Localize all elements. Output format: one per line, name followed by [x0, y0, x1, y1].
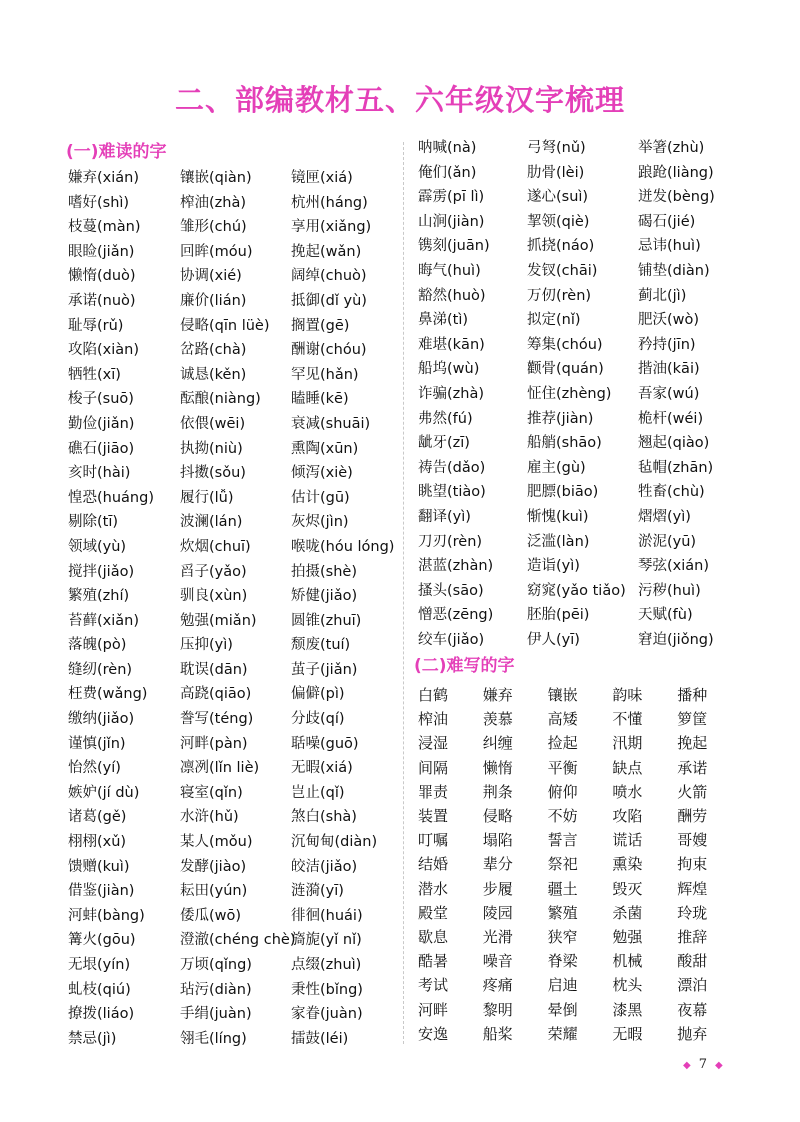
- writing-word: 酸甜: [677, 952, 708, 971]
- reading-column-2: [180, 166, 295, 1051]
- writing-word: 酬劳: [677, 807, 708, 826]
- reading-entry: 无暇(xiá): [291, 760, 353, 777]
- reading-entry: 挈领(qiè): [527, 213, 590, 230]
- reading-entry: 搁置(gē): [291, 317, 350, 334]
- reading-entry: 桅杆(wéi): [638, 410, 704, 427]
- writing-word: 熏染: [612, 855, 643, 874]
- reading-entry: 领域(yù): [68, 538, 127, 555]
- diamond-ornament-left: ◆: [683, 1060, 691, 1071]
- reading-entry: 玷污(diàn): [180, 981, 252, 998]
- writing-word: 考试: [418, 976, 449, 995]
- writing-word: 叮嘱: [418, 831, 449, 850]
- writing-word: 光滑: [482, 928, 513, 947]
- reading-entry: 河畔(pàn): [180, 735, 248, 752]
- hard-to-write-grid: [418, 683, 742, 1046]
- writing-word: 夜幕: [677, 1000, 708, 1019]
- reading-entry: 湛蓝(zhàn): [418, 558, 494, 575]
- reading-entry: 挽起(wǎn): [291, 243, 362, 260]
- reading-entry: 晦气(huì): [418, 262, 481, 279]
- writing-word: 杀菌: [612, 903, 643, 922]
- reading-entry: 攻陷(xiàn): [68, 342, 139, 359]
- reading-entry: 虬枝(qiú): [68, 981, 131, 998]
- reading-entry: 谨慎(jǐn): [68, 735, 126, 752]
- writing-word: 玲珑: [677, 903, 708, 922]
- reading-entry: 万顷(qǐng): [180, 957, 252, 973]
- reading-entry: 凛冽(lǐn liè): [180, 760, 260, 777]
- reading-entry: 肥沃(wò): [638, 312, 700, 329]
- reading-entry: 倾泻(xiè): [291, 465, 353, 482]
- writing-word: 荣耀: [547, 1024, 578, 1043]
- writing-word: 喷水: [612, 782, 643, 801]
- reading-entry: 毡帽(zhān): [638, 459, 714, 476]
- reading-entry: 矜持(jīn): [638, 336, 696, 353]
- reading-entry: 雇主(gù): [527, 459, 586, 476]
- reading-entry: 翻译(yì): [418, 508, 471, 525]
- writing-word: 汛期: [612, 734, 643, 753]
- writing-word: 誓言: [547, 831, 578, 850]
- writing-word: 捡起: [547, 734, 578, 753]
- writing-word: 枕头: [612, 976, 643, 995]
- column-divider: [403, 142, 404, 1044]
- writing-word: 播种: [677, 686, 708, 704]
- reading-entry: 镶嵌(qiàn): [180, 170, 252, 186]
- writing-word: 火箭: [677, 782, 708, 801]
- reading-entry: 迸发(bèng): [638, 189, 715, 206]
- reading-entry: 惭愧(kuì): [527, 508, 589, 525]
- reading-entry: 承诺(nuò): [68, 292, 136, 309]
- writing-word: 荆条: [482, 782, 513, 801]
- writing-word: 歇息: [418, 928, 449, 947]
- reading-entry: 牺牲(xī): [68, 366, 121, 383]
- writing-word: 白鹤: [418, 686, 449, 704]
- reading-entry: 镌刻(juān): [418, 238, 490, 255]
- writing-word: 黎明: [482, 1000, 513, 1019]
- reading-entry: 涟漪(yī): [291, 883, 344, 900]
- reading-entry: 享用(xiǎng): [291, 219, 372, 236]
- writing-word: 河畔: [418, 1000, 449, 1019]
- reading-entry: 枝蔓(màn): [68, 219, 141, 236]
- reading-entry: 踉跄(liàng): [638, 164, 714, 181]
- reading-entry: 缝纫(rèn): [68, 661, 133, 678]
- writing-word: 箩筐: [677, 710, 708, 729]
- writing-word: 挽起: [677, 734, 708, 753]
- writing-word: 间隔: [418, 758, 449, 777]
- writing-word: 启迪: [547, 976, 578, 995]
- writing-word: 漂泊: [677, 976, 708, 995]
- reading-entry: 祷告(dǎo): [418, 459, 486, 476]
- writing-word: 哥嫂: [677, 831, 708, 850]
- reading-entry: 污秽(huì): [638, 582, 701, 599]
- writing-word: 攻陷: [612, 807, 643, 826]
- reading-entry: 船艄(shāo): [527, 435, 602, 452]
- writing-word: 晕倒: [547, 1000, 578, 1019]
- reading-entry: 肥膘(biāo): [527, 484, 599, 501]
- reading-entry: 茧子(jiǎn): [291, 661, 358, 678]
- reading-entry: 岔路(chà): [180, 342, 247, 359]
- reading-entry: 镜匣(xiá): [291, 170, 353, 186]
- writing-word: 谎话: [612, 831, 643, 850]
- reading-entry: 熏陶(xūn): [291, 440, 359, 457]
- reading-entry: 圆锥(zhuī): [291, 612, 362, 629]
- reading-column-5: [527, 136, 626, 652]
- reading-entry: 杭州(háng): [291, 194, 368, 211]
- reading-entry: 依偎(wēi): [180, 415, 246, 432]
- writing-word: 懒惰: [482, 758, 513, 777]
- reading-entry: 窘迫(jiǒng): [638, 631, 714, 648]
- writing-word: 漆黑: [612, 1000, 643, 1019]
- writing-word: 脊梁: [547, 952, 578, 971]
- reading-entry: 波澜(lán): [180, 514, 243, 531]
- reading-entry: 弗然(fú): [418, 410, 473, 427]
- writing-word: 噪音: [482, 952, 513, 971]
- reading-entry: 翎毛(líng): [180, 1030, 247, 1047]
- reading-entry: 俺们(ǎn): [418, 164, 477, 181]
- reading-entry: 炊烟(chuī): [180, 538, 251, 555]
- reading-entry: 勉强(miǎn): [180, 612, 257, 629]
- reading-entry: 榨油(zhà): [180, 194, 247, 211]
- writing-word: 侵略: [482, 807, 513, 826]
- writing-word: 装置: [418, 807, 449, 826]
- reading-entry: 眼睑(jiǎn): [68, 243, 135, 260]
- reading-column-3: [291, 166, 394, 1051]
- reading-column-4: [418, 136, 493, 652]
- reading-entry: 寝室(qǐn): [180, 784, 243, 801]
- reading-entry: 发酵(jiào): [180, 858, 247, 875]
- reading-entry: 拟定(nǐ): [527, 312, 581, 329]
- reading-entry: 衰减(shuāi): [291, 415, 371, 432]
- reading-entry: 推荐(jiàn): [527, 410, 594, 427]
- reading-entry: 廉价(lián): [180, 292, 247, 309]
- reading-entry: 怔住(zhèng): [527, 385, 612, 402]
- reading-entry: 伊人(yī): [527, 631, 580, 648]
- reading-entry: 鼻涕(tì): [418, 312, 469, 329]
- reading-entry: 擂鼓(léi): [291, 1030, 349, 1047]
- writing-word: 高矮: [547, 710, 578, 729]
- reading-entry: 勤俭(jiǎn): [68, 415, 135, 432]
- writing-word: 镶嵌: [547, 686, 578, 704]
- reading-entry: 侵略(qīn lüè): [180, 317, 270, 334]
- reading-entry: 秉性(bǐng): [291, 981, 363, 998]
- reading-entry: 天赋(fù): [638, 607, 693, 624]
- writing-word: 步履: [482, 879, 513, 898]
- reading-entry: 点缀(zhuì): [291, 957, 362, 973]
- reading-entry: 耻辱(rǔ): [68, 317, 124, 334]
- writing-word: 疼痛: [482, 976, 513, 995]
- reading-entry: 抖擞(sǒu): [180, 465, 246, 482]
- reading-entry: 泛滥(làn): [527, 533, 590, 550]
- reading-entry: 豁然(huò): [418, 287, 486, 304]
- reading-entry: 诚恳(kěn): [180, 366, 247, 383]
- writing-word: 陵园: [482, 903, 513, 922]
- reading-entry: 亥时(hài): [68, 465, 131, 482]
- reading-entry: 篝火(gōu): [68, 932, 136, 949]
- reading-entry: 河蚌(bàng): [68, 907, 145, 924]
- reading-entry: 栩栩(xǔ): [68, 834, 127, 851]
- page-footer: [683, 1057, 723, 1072]
- reading-entry: 诈骗(zhà): [418, 385, 485, 402]
- reading-entry: 岂止(qǐ): [291, 784, 345, 801]
- reading-entry: 揩油(kāi): [638, 361, 700, 378]
- reading-entry: 聒噪(guō): [291, 735, 359, 752]
- reading-entry: 分歧(qí): [291, 711, 345, 728]
- reading-entry: 怡然(yí): [68, 760, 121, 777]
- reading-entry: 煞白(shà): [291, 809, 357, 826]
- reading-entry: 万仞(rèn): [527, 287, 592, 304]
- reading-entry: 搅拌(jiǎo): [68, 563, 135, 580]
- writing-word: 潜水: [418, 879, 449, 898]
- reading-entry: 枉费(wǎng): [68, 686, 148, 703]
- writing-word: 辈分: [482, 855, 513, 874]
- reading-entry: 山涧(jiàn): [418, 213, 485, 230]
- writing-word: 缺点: [612, 758, 643, 777]
- reading-entry: 难堪(kān): [418, 336, 485, 353]
- writing-word: 羡慕: [482, 710, 513, 729]
- reading-entry: 诸葛(gě): [68, 809, 127, 826]
- writing-word: 结婚: [418, 855, 449, 874]
- reading-entry: 剔除(tī): [68, 514, 119, 531]
- reading-entry: 嗜好(shì): [68, 194, 130, 211]
- reading-entry: 碣石(jié): [638, 213, 696, 230]
- writing-word: 榨油: [418, 710, 449, 729]
- reading-entry: 牲畜(chù): [638, 484, 705, 501]
- reading-entry: 手绢(juàn): [180, 1006, 252, 1023]
- reading-entry: 翘起(qiào): [638, 435, 710, 452]
- reading-entry: 霹雳(pī lì): [418, 189, 485, 206]
- writing-word: 平衡: [547, 758, 578, 777]
- reading-entry: 耽误(dān): [180, 661, 248, 678]
- writing-word: 机械: [612, 952, 643, 971]
- writing-word: 辉煌: [677, 879, 708, 898]
- reading-entry: 驯良(xùn): [180, 588, 248, 605]
- reading-entry: 举箸(zhù): [638, 140, 705, 156]
- reading-entry: 家眷(juàn): [291, 1006, 363, 1023]
- writing-word: 俯仰: [547, 782, 578, 801]
- reading-column-1: [68, 166, 154, 1051]
- reading-entry: 忌讳(huì): [638, 238, 701, 255]
- reading-entry: 发钗(chāi): [527, 262, 598, 279]
- page-title: 二、部编教材五、六年级汉字梳理: [174, 83, 625, 117]
- reading-entry: 协调(xié): [180, 268, 242, 285]
- reading-entry: 憎恶(zēng): [418, 607, 494, 624]
- reading-entry: 瞌睡(kē): [291, 391, 349, 408]
- reading-entry: 旖旎(yǐ nǐ): [291, 932, 362, 949]
- reading-entry: 弓弩(nǔ): [527, 140, 586, 156]
- reading-entry: 徘徊(huái): [291, 907, 363, 924]
- writing-word: 嫌弃: [482, 686, 513, 704]
- reading-entry: 拍摄(shè): [291, 563, 357, 580]
- reading-entry: 龇牙(zī): [418, 435, 470, 452]
- writing-word: 酷暑: [418, 952, 449, 971]
- reading-entry: 罕见(hǎn): [291, 366, 359, 383]
- reading-entry: 禁忌(jì): [68, 1030, 117, 1047]
- page-number: 7: [698, 1057, 707, 1072]
- writing-word: 船桨: [482, 1024, 513, 1043]
- reading-entry: 淤泥(yū): [638, 533, 697, 550]
- reading-entry: 刀刃(rèn): [418, 533, 483, 550]
- reading-entry: 舀子(yǎo): [180, 563, 247, 580]
- writing-word: 承诺: [677, 758, 708, 777]
- reading-entry: 某人(mǒu): [180, 834, 253, 851]
- writing-word: 祭祀: [547, 855, 578, 874]
- reading-entry: 倭瓜(wō): [180, 907, 242, 924]
- reading-entry: 抵御(dǐ yù): [291, 292, 367, 309]
- reading-entry: 雏形(chú): [180, 219, 247, 236]
- reading-entry: 履行(lǚ): [180, 489, 234, 506]
- reading-entry: 造诣(yì): [527, 558, 580, 575]
- reading-entry: 苔藓(xiǎn): [68, 612, 139, 629]
- reading-entry: 呐喊(nà): [418, 140, 477, 156]
- writing-word: 勉强: [612, 928, 643, 947]
- reading-entry: 肋骨(lèi): [527, 164, 585, 181]
- reading-entry: 缴纳(jiǎo): [68, 711, 135, 728]
- reading-entry: 酬谢(chóu): [291, 342, 367, 359]
- reading-entry: 压抑(yì): [180, 637, 233, 654]
- reading-entry: 估计(gū): [291, 489, 350, 506]
- writing-word: 罪责: [418, 782, 449, 801]
- reading-entry: 梭子(suō): [68, 391, 134, 408]
- reading-column-6: [638, 136, 715, 652]
- reading-entry: 无垠(yín): [68, 957, 131, 973]
- reading-entry: 窈窕(yǎo tiǎo): [527, 582, 626, 599]
- reading-entry: 借鉴(jiàn): [68, 883, 135, 900]
- writing-word: 纠缠: [482, 734, 513, 753]
- writing-word: 拘束: [677, 855, 708, 874]
- writing-word: 韵味: [612, 686, 643, 704]
- reading-entry: 吾家(wú): [638, 385, 700, 402]
- reading-entry: 遂心(suì): [527, 189, 589, 206]
- reading-entry: 熠熠(yì): [638, 508, 691, 525]
- writing-word: 推辞: [677, 928, 708, 947]
- writing-word: 狭窄: [547, 928, 578, 947]
- writing-word: 殿堂: [418, 903, 449, 922]
- reading-entry: 落魄(pò): [68, 637, 127, 654]
- reading-entry: 沉甸甸(diàn): [291, 834, 378, 851]
- reading-entry: 眺望(tiào): [418, 484, 486, 501]
- reading-entry: 偏僻(pì): [291, 686, 345, 703]
- reading-entry: 酝酿(niàng): [180, 391, 261, 408]
- reading-entry: 执拗(niù): [180, 440, 243, 457]
- reading-entry: 颓废(tuí): [291, 637, 351, 654]
- reading-entry: 搔头(sāo): [418, 582, 484, 599]
- reading-entry: 颧骨(quán): [527, 361, 604, 378]
- reading-entry: 铺垫(diàn): [638, 262, 710, 279]
- writing-word: 毁灭: [612, 879, 643, 898]
- reading-entry: 回眸(móu): [180, 243, 253, 260]
- reading-entry: 喉咙(hóu lóng): [291, 538, 395, 555]
- section-heading-hard-to-write: (二)难写的字: [414, 656, 515, 676]
- diamond-ornament-right: ◆: [714, 1060, 723, 1071]
- reading-entry: 矫健(jiǎo): [291, 588, 358, 605]
- reading-entry: 筹集(chóu): [527, 336, 603, 353]
- reading-entry: 繁殖(zhí): [68, 588, 130, 605]
- writing-word: 塌陷: [482, 831, 513, 850]
- writing-word: 安逸: [418, 1024, 449, 1043]
- reading-entry: 高跷(qiāo): [180, 686, 252, 703]
- reading-entry: 惶恐(huáng): [68, 489, 154, 506]
- reading-entry: 琴弦(xián): [638, 558, 709, 575]
- reading-entry: 耘田(yún): [180, 883, 248, 900]
- writing-word: 无暇: [612, 1024, 643, 1043]
- writing-word: 浸湿: [418, 734, 449, 753]
- reading-entry: 嫌弃(xián): [68, 170, 139, 186]
- reading-entry: 灰烬(jìn): [291, 514, 349, 531]
- reading-entry: 礁石(jiāo): [68, 440, 135, 457]
- section-heading-hard-to-read: (一)难读的字: [66, 142, 167, 162]
- reading-entry: 誊写(téng): [180, 711, 254, 728]
- reading-entry: 馈赠(kuì): [68, 858, 130, 875]
- reading-entry: 皎洁(jiǎo): [291, 858, 358, 875]
- reading-entry: 阔绰(chuò): [291, 268, 367, 285]
- reading-entry: 澄澈(chéng chè): [180, 932, 296, 949]
- reading-entry: 抓挠(náo): [527, 238, 595, 255]
- reading-entry: 水浒(hǔ): [180, 809, 239, 826]
- reading-entry: 胚胎(pēi): [527, 607, 590, 624]
- reading-entry: 船坞(wù): [418, 361, 480, 378]
- writing-word: 疆土: [547, 879, 578, 898]
- writing-word: 不妨: [547, 807, 578, 826]
- writing-word: 抛弃: [677, 1024, 708, 1043]
- reading-entry: 懒惰(duò): [68, 268, 136, 285]
- reading-entry: 撩拨(liáo): [68, 1006, 135, 1023]
- reading-entry: 绞车(jiǎo): [418, 631, 485, 648]
- reading-entry: 嫉妒(jí dù): [68, 784, 140, 801]
- writing-word: 不懂: [612, 710, 643, 729]
- writing-word: 繁殖: [547, 903, 578, 922]
- reading-entry: 蓟北(jì): [638, 287, 687, 304]
